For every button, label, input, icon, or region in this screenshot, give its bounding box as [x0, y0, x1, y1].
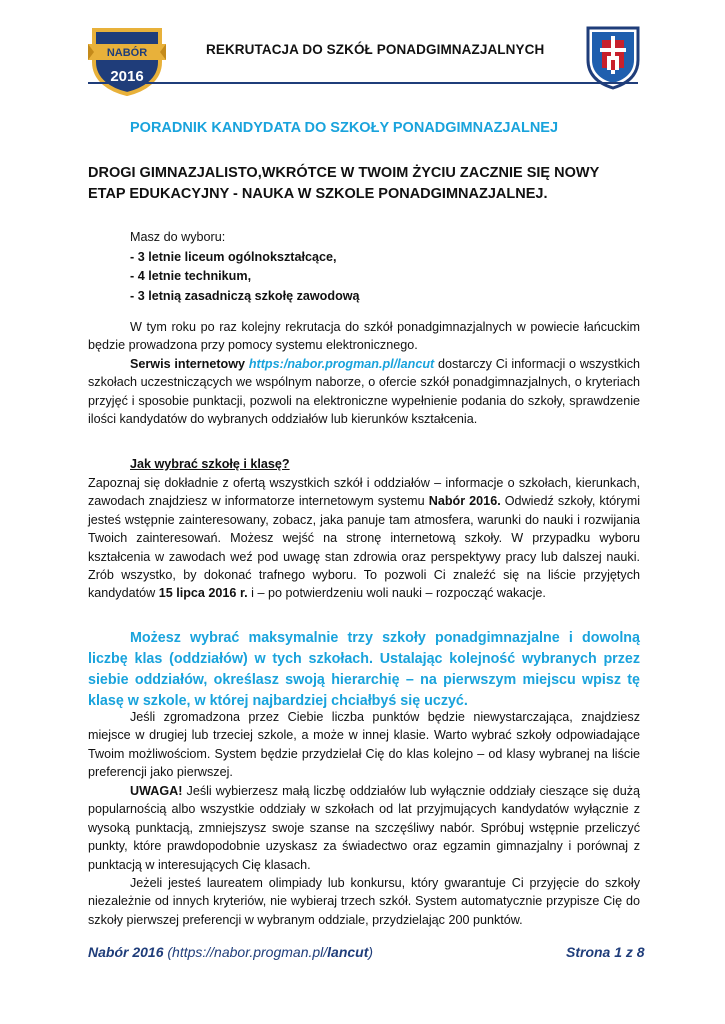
highlight-paragraph: Możesz wybrać maksymalnie trzy szkoły ponadgimnazjalne i dowolną liczbę klas (oddziałów) w tych szkołach. Ustalając kolejność wybranych przez siebie oddziałów, określasz swoją hierarchię – na pierwszym miejscu wpisz tę klasę w szkole, w której najbardziej chciałbyś się uczyć. — [88, 630, 640, 709]
points-paragraph: Jeśli zgromadzona przez Ciebie liczba punktów będzie niewystarczająca, znajdziesz miejsce w drugiej lub trzeciej szkole, a może w innej klasie. Warto wybrać szkoły odpowiadające Twoim możliwościom. System będzie przydzielał Cię do klas kolejno – od klasy wybranej na liście preferencji jako pierwszej. — [88, 710, 640, 780]
choice-option: - 3 letnią zasadniczą szkołę zawodową — [130, 288, 360, 303]
footer-title: Nabór 2016 — [88, 944, 164, 960]
service-paragraph — [88, 355, 640, 429]
intro-paragraph — [88, 318, 640, 355]
nabor-2016-logo — [88, 24, 166, 96]
how-to-paragraph — [88, 474, 640, 603]
system-name: Nabór 2016. — [428, 494, 501, 509]
school-choices — [130, 228, 360, 306]
footer-source — [88, 944, 373, 960]
logo-word: NABÓR — [106, 47, 148, 59]
service-link[interactable]: https:/nabor.progman.pl/lancut — [248, 357, 435, 371]
warning-label: UWAGA! — [130, 784, 183, 798]
footer-url-start: (https://nabor.progman.pl/ — [163, 944, 328, 960]
choice-option: - 4 letnie technikum, — [130, 269, 252, 283]
footer-url-bold: lancut — [327, 944, 369, 960]
header-divider — [88, 82, 638, 84]
headline: DROGI GIMNAZJALISTO,WKRÓTCE W TWOIM ŻYCIU ZACZNIE SIĘ NOWY ETAP EDUKACYJNY - NAUKA W SZKOLE PONADGIMNAZJALNEJ. — [88, 165, 599, 202]
how-to-text-c: i – po potwierdzeniu woli nauki – rozpocząć wakacje. — [251, 586, 546, 601]
header-title: REKRUTACJA DO SZKÓŁ PONADGIMNAZJALNYCH — [206, 42, 545, 57]
guide-title: PORADNIK KANDYDATA DO SZKOŁY PONADGIMNAZJALNEJ — [130, 120, 559, 136]
choices-lead: Masz do wyboru: — [130, 230, 226, 244]
how-to-text-b: Odwiedź szkoły, którymi jesteś wstępnie zainteresowany, zobacz, jaka panuje tam atmosfera, warunki do nauki i rozwijania Twoich zainteresowań. Możesz wejść na stronę internetową szkoły. W przypadku wyboru kształcenia w zawodach weź pod uwagę stan zdrowia oraz perspektywy pracy lub dalszej nauki. Zrób wszystko, by dokonać trafnego wyboru. To pozwoli Ci znaleźć się na liście przyjętych kandydatów — [88, 494, 641, 601]
how-to-text-a: Zapoznaj się dokładnie z ofertą wszystkich szkół i oddziałów – informacje o szkołach, kierunkach, zawodach znajdziesz w informatorze internetowym systemu — [88, 476, 640, 509]
coat-of-arms-icon — [586, 26, 640, 90]
warning-text: Jeśli wybierzesz małą liczbę oddziałów lub wyłącznie oddziały cieszące się dużą popularnością albo wszystkie oddziały w szkołach od lat przyjmujących kandydatów wyłącznie z wysoką punktacją, zmniejszysz swoje szanse na szczęśliwy nabór. Spróbuj wstępnie przeliczyć punkty, które prawdopodobnie uzyskasz za świadectwo oraz egzamin gimnazjalny i porównaj z punktacją w interesujących Cię klasach. — [88, 784, 641, 872]
service-label: Serwis internetowy — [130, 357, 246, 371]
deadline-date: 15 lipca 2016 r. — [158, 586, 248, 601]
service-description: dostarczy Ci informacji o wszystkich szkołach uczestniczących we wspólnym naborze, o ofercie szkół ponadgimnazjalnych, o kryteriach przyjęć i sposobie punktacji, pozwoli na elektroniczne wypełnienie podania do szkoły, sprawdzenie ilości kandydatów do wybranych oddziałów lub kierunków kształcenia. — [88, 357, 641, 427]
warning-paragraph — [88, 782, 640, 874]
choice-option: - 3 letnie liceum ogólnokształcące, — [130, 249, 337, 264]
footer-url-end: ) — [368, 944, 374, 960]
how-to-heading-line — [88, 455, 640, 473]
logo-year: 2016 — [110, 68, 144, 85]
how-to-heading: Jak wybrać szkołę i klasę? — [130, 457, 290, 471]
intro-text: W tym roku po raz kolejny rekrutacja do szkół ponadgimnazjalnych w powiecie łańcuckim będzie prowadzona przy pomocy systemu elektronicznego. — [88, 320, 640, 353]
laureate-paragraph: Jeżeli jesteś laureatem olimpiady lub konkursu, który gwarantuje Ci przyjęcie do szkoły niezależnie od innych kryteriów, nie wybieraj trzech szkół. System automatycznie przypisze Cię do szkoły pierwszej preferencji w wybranym oddziale, przydzielając 200 punktów. — [88, 876, 640, 927]
page-number: Strona 1 z 8 — [566, 944, 645, 960]
